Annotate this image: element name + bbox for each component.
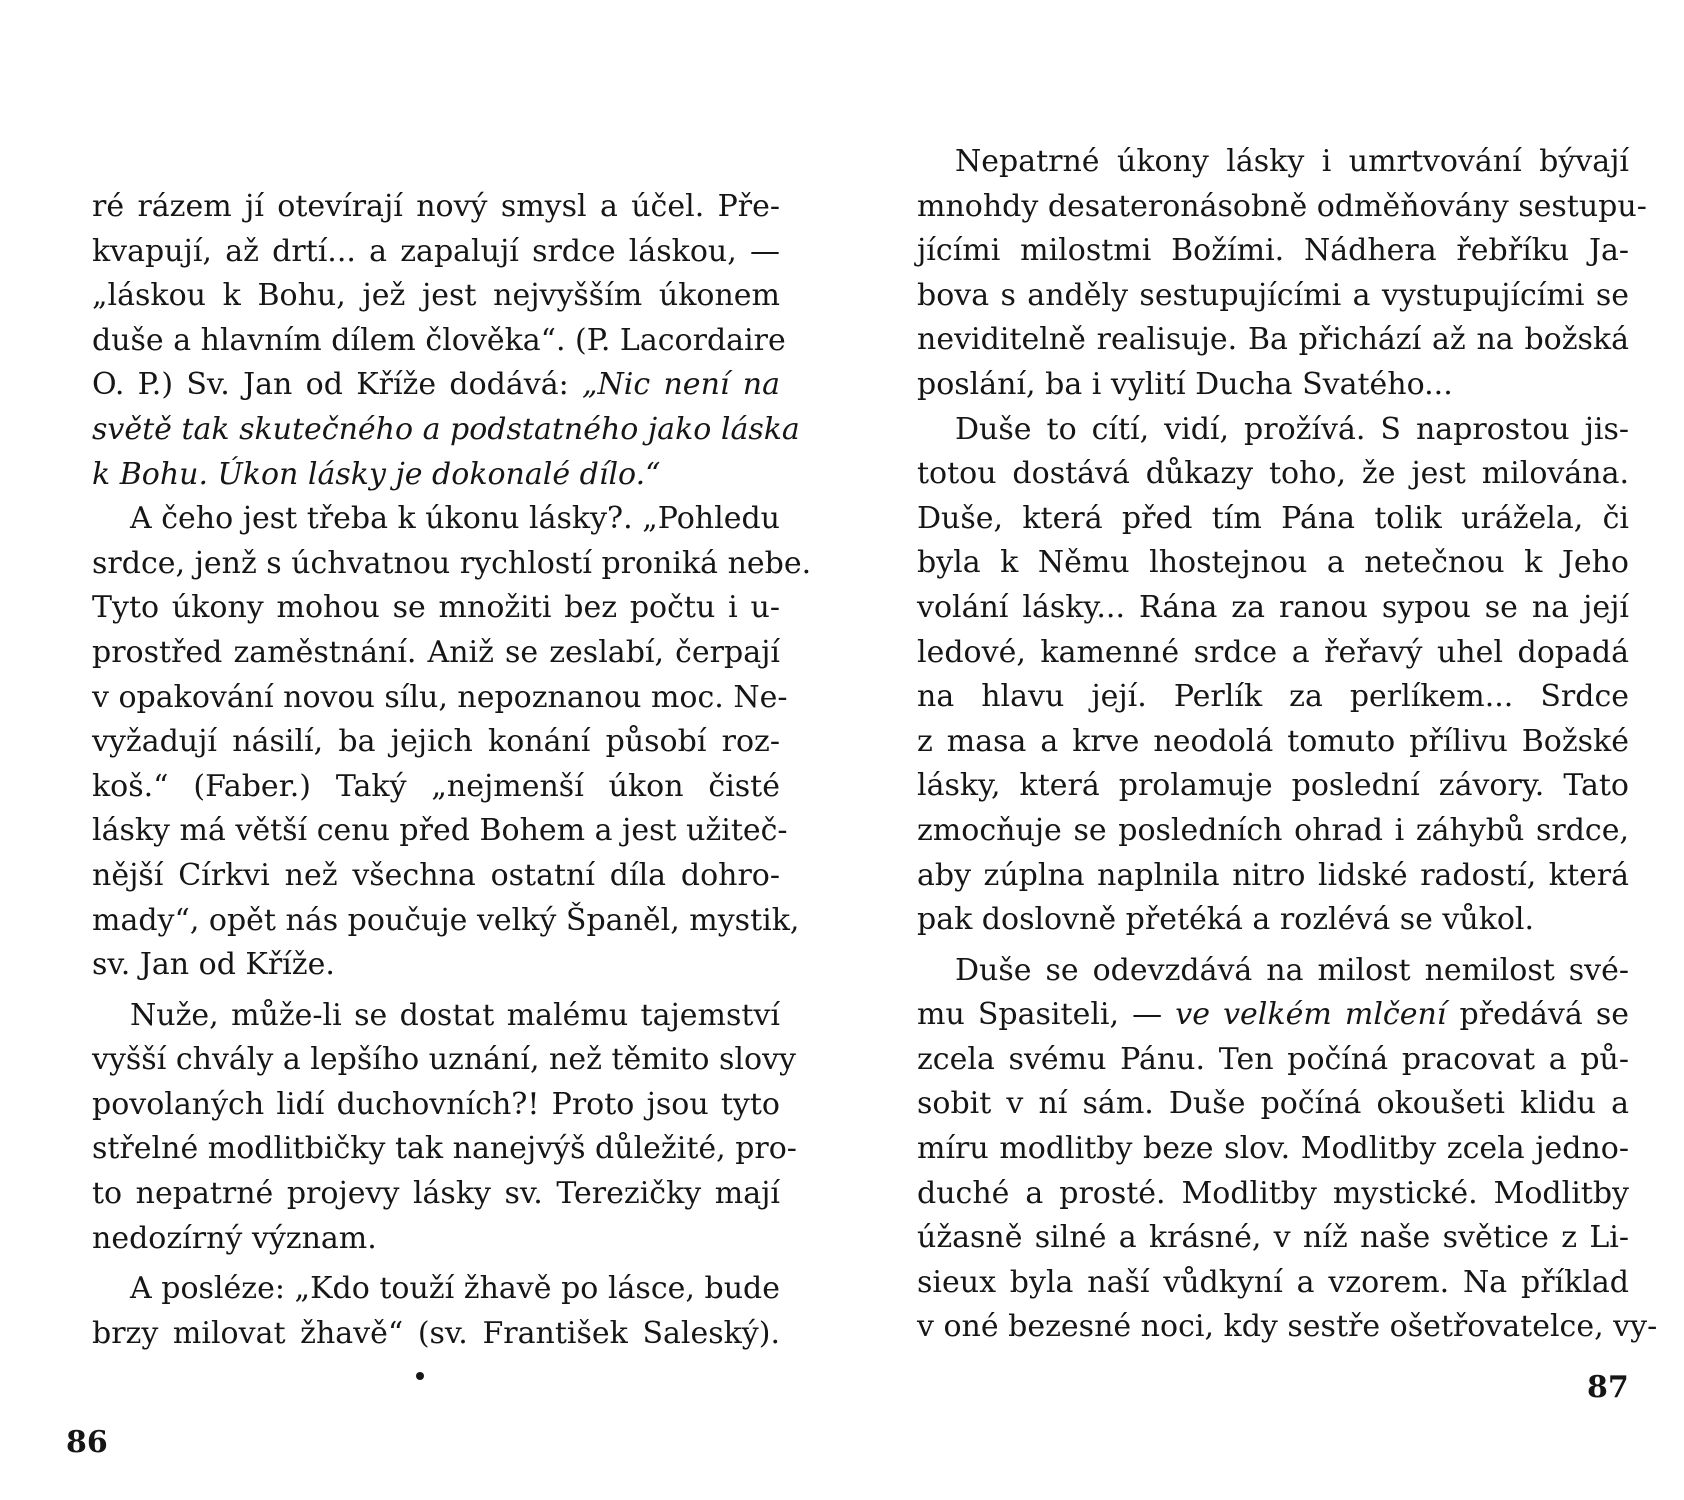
text-line (917, 541, 1629, 586)
text-line (917, 586, 1629, 631)
text-line (917, 949, 1629, 994)
line-text: kvapují, až drtí... a zapalují srdce láskou, — (92, 233, 780, 269)
text-line (92, 1312, 780, 1357)
text-line (917, 229, 1629, 274)
text-line (92, 408, 800, 453)
text-line (92, 1172, 780, 1217)
line-text: nedozírný význam. (92, 1220, 377, 1256)
line-text: pak doslovně přetéká a rozlévá se vůkol. (917, 902, 1535, 938)
line-text: sobit v ní sám. Duše počíná okoušeti klidu a (917, 1086, 1629, 1122)
text-line (92, 631, 780, 676)
text-line (92, 319, 786, 364)
line-text: Duše to cítí, vidí, prožívá. S naprostou jis- (955, 411, 1629, 447)
line-text: z masa a krve neodolá tomuto přílivu Božské (917, 723, 1629, 759)
text-line (917, 1172, 1629, 1217)
line-text: vyžadují násilí, ba jejich konání působí roz- (92, 724, 780, 760)
text-line (917, 993, 1629, 1038)
line-text: lásky má větší cenu před Bohem a jest užiteč- (92, 813, 788, 849)
line-text: míru modlitby beze slov. Modlitby zcela jedno- (917, 1131, 1629, 1167)
line-text: A posléze: „Kdo touží žhavě po lásce, bude (130, 1271, 780, 1307)
line-text: volání lásky... Rána za ranou sypou se na její (917, 589, 1629, 625)
text-line (917, 318, 1629, 363)
right-page (842, 0, 1684, 1500)
line-text: aby zúplna naplnila nitro lidské radostí, která (917, 857, 1629, 893)
line-text-italic: „Nic není na (582, 367, 780, 403)
text-line (92, 1083, 780, 1128)
text-line (92, 899, 800, 944)
line-text: duše a hlavním dílem člověka“. (P. Lacordaire (92, 322, 786, 358)
text-line (92, 765, 780, 810)
text-line (92, 230, 780, 275)
line-text: Nepatrné úkony lásky i umrtvování bývají (955, 144, 1629, 179)
line-text: Tyto úkony mohou se množiti bez počtu i u- (92, 590, 780, 626)
line-text: střelné modlitbičky tak nanejvýš důležité, pro- (92, 1131, 797, 1167)
line-text: srdce, jenž s úchvatnou rychlostí proniká nebe. (92, 545, 812, 581)
text-line (92, 676, 788, 721)
text-line (92, 363, 780, 408)
text-line (917, 720, 1629, 765)
text-line (917, 1305, 1658, 1350)
line-text: bova s anděly sestupujícími a vystupujícími se (917, 277, 1629, 313)
text-line (917, 497, 1629, 542)
line-text: zcela svému Pánu. Ten počíná pracovat a pů- (917, 1041, 1629, 1077)
text-line (917, 1127, 1629, 1172)
text-line (92, 994, 780, 1039)
text-line (917, 1216, 1629, 1261)
line-text: koš.“ (Faber.) Taký „nejmenší úkon čisté (92, 768, 780, 804)
text-line (92, 542, 812, 587)
text-line (917, 854, 1629, 899)
line-text: sv. Jan od Kříže. (92, 947, 335, 983)
line-text: zmocňuje se posledních ohrad i záhybů srdce, (917, 812, 1629, 848)
ornament-dot (416, 1372, 424, 1380)
text-line (92, 809, 788, 854)
line-text: mnohdy desateronásobně odměňovány sestupu- (917, 188, 1647, 224)
line-text: mady“, opět nás poučuje velký Španěl, mystik, (92, 902, 800, 938)
line-text: mu Spasiteli, — (917, 997, 1176, 1033)
line-text: lásky, která prolamuje poslední závory. Tato (917, 768, 1629, 804)
text-line (917, 675, 1629, 720)
text-line (92, 1127, 797, 1172)
text-line (92, 453, 780, 498)
text-line (917, 1038, 1629, 1083)
text-line (917, 140, 1629, 185)
line-text: povolaných lidí duchovních?! Proto jsou tyto (92, 1086, 780, 1122)
line-text: brzy milovat žhavě“ (sv. František Saleský). (92, 1315, 780, 1351)
line-text: ledové, kamenné srdce a řeřavý uhel dopadá (917, 634, 1629, 670)
text-line (917, 363, 1629, 408)
text-line (917, 452, 1629, 497)
line-text-italic: světě tak skutečného a podstatného jako láska (92, 411, 800, 447)
text-line (917, 809, 1629, 854)
text-line (917, 185, 1647, 230)
line-text: sieux byla naší vůdkyní a vzorem. Na příklad (917, 1264, 1629, 1300)
text-line (92, 1267, 780, 1312)
line-text: O. P.) Sv. Jan od Kříže dodává: (92, 367, 582, 403)
left-page-text (92, 185, 812, 1356)
text-line (92, 274, 780, 319)
text-line (917, 631, 1629, 676)
text-line (92, 185, 780, 230)
line-text: v opakování novou sílu, nepoznanou moc. Ne- (92, 679, 788, 715)
line-text: poslání, ba i vylití Ducha Svatého... (917, 366, 1453, 402)
text-line (917, 274, 1629, 319)
text-line (92, 1217, 780, 1262)
text-line (92, 720, 780, 765)
line-text: jícími milostmi Božími. Nádhera řebříku Ja- (917, 233, 1629, 269)
line-text: nější Církvi než všechna ostatní díla dohro- (92, 857, 780, 893)
line-text: A čeho jest třeba k úkonu lásky?. „Pohledu (130, 501, 780, 537)
line-text: neviditelně realisuje. Ba přichází až na božská (917, 322, 1629, 358)
line-text: na hlavu její. Perlík za perlíkem... Srdce (917, 679, 1629, 715)
text-line (92, 1038, 796, 1083)
line-text: ré rázem jí otevírají nový smysl a účel. Pře- (92, 189, 780, 224)
text-line (92, 497, 780, 542)
text-line (917, 764, 1629, 809)
line-text: Nuže, může-li se dostat malému tajemství (130, 997, 780, 1033)
line-text: duché a prosté. Modlitby mystické. Modlitby (917, 1175, 1629, 1211)
line-text: prostřed zaměstnání. Aniž se zeslabí, čerpají (92, 634, 780, 670)
text-line (917, 408, 1629, 453)
page-number-left: 86 (66, 1425, 108, 1460)
line-text-italic: ve velkém mlčení (1175, 997, 1447, 1033)
line-text: vyšší chvály a lepšího uznání, než těmito slovy (92, 1042, 796, 1078)
line-text: Duše se odevzdává na milost nemilost své- (955, 952, 1629, 988)
line-text: totou dostává důkazy toho, že jest milována. (917, 456, 1629, 492)
line-text: to nepatrné projevy lásky sv. Terezičky mají (92, 1176, 780, 1212)
right-page-text (917, 140, 1658, 1350)
text-line (92, 943, 780, 988)
line-text: byla k Němu lhostejnou a netečnou k Jeho (917, 545, 1629, 581)
text-line (917, 1082, 1629, 1127)
line-text-continued: předává se (1446, 997, 1630, 1033)
text-line (92, 586, 780, 631)
line-text: úžasně silné a krásné, v níž naše světice z Li- (917, 1220, 1629, 1256)
line-text: „láskou k Bohu, jež jest nejvyšším úkonem (92, 278, 780, 314)
text-line (917, 1261, 1629, 1306)
text-line (917, 898, 1629, 943)
line-text: v oné bezesné noci, kdy sestře ošetřovatelce, vy- (917, 1309, 1658, 1345)
line-text-italic: k Bohu. Úkon lásky je dokonalé dílo.“ (92, 456, 661, 492)
page-number-right: 87 (1587, 1370, 1629, 1405)
line-text: Duše, která před tím Pána tolik urážela, či (917, 500, 1629, 536)
text-line (92, 854, 780, 899)
